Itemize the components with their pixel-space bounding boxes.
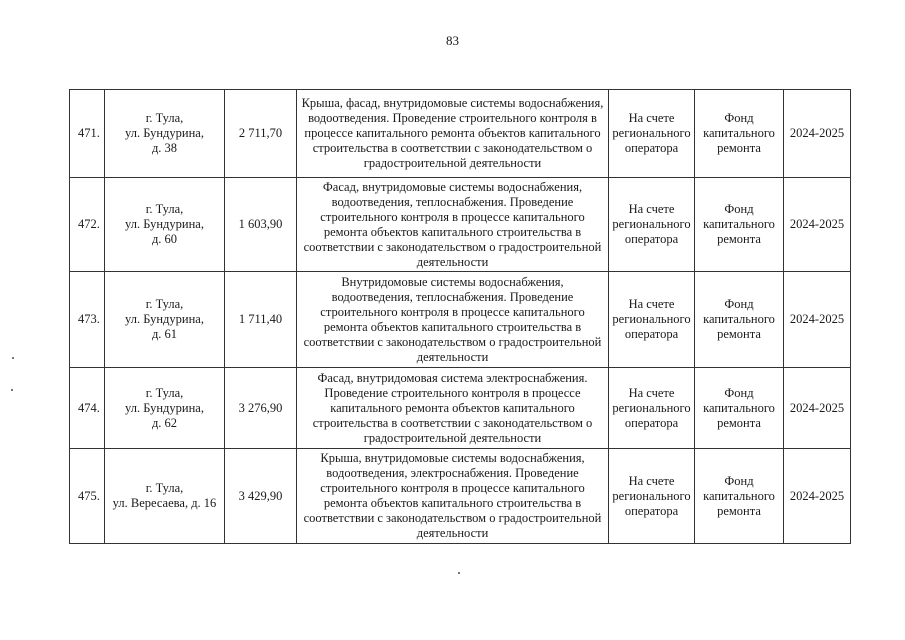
address-cell <box>105 449 225 544</box>
period-cell: 2024-2025 <box>784 272 851 368</box>
fund-cell <box>695 178 784 272</box>
works-line: ремонта объектов капитального строительства в <box>323 224 582 239</box>
cost-cell: 3 276,90 <box>225 368 297 449</box>
account-line: На счете <box>628 297 675 311</box>
address-line: ул. Бундурина, <box>125 126 204 140</box>
fund-line: ремонта <box>717 141 761 155</box>
address-line: д. 38 <box>151 141 178 155</box>
row-number-cell: 475. <box>70 449 105 544</box>
works-cell <box>297 272 609 368</box>
account-line: оператора <box>624 327 679 341</box>
scan-speck <box>458 572 460 574</box>
address-line: г. Тула, <box>145 481 184 495</box>
fund-line: капитального <box>703 126 775 140</box>
account-line: регионального <box>612 217 691 231</box>
works-cell <box>297 368 609 449</box>
account-line: оператора <box>624 232 679 246</box>
account-cell <box>609 368 695 449</box>
account-line: оператора <box>624 415 679 430</box>
address-line: г. Тула, <box>145 111 184 125</box>
account-line: регионального <box>612 126 691 140</box>
works-line: Крыша, фасад, внутридомовые системы водоснабжения, <box>301 96 604 110</box>
account-line: оператора <box>624 141 679 155</box>
works-line: Проведение строительного контроля в процессе <box>324 385 581 400</box>
works-line: Фасад, внутридомовые системы водоснабжения, <box>322 179 583 194</box>
fund-line: Фонд <box>724 385 754 400</box>
address-line: г. Тула, <box>145 385 184 400</box>
cost-cell: 1 603,90 <box>225 178 297 272</box>
account-line: регионального <box>612 312 691 326</box>
works-cell <box>297 178 609 272</box>
fund-line: Фонд <box>724 202 754 216</box>
page-number: 83 <box>446 33 459 48</box>
works-line: градостроительной деятельности <box>363 430 542 445</box>
works-line: соответствии с законодательством о градостроительной <box>303 511 602 525</box>
address-line: г. Тула, <box>145 297 184 311</box>
account-line: На счете <box>628 473 675 488</box>
works-line: ремонта объектов капитального строительства в <box>323 319 582 334</box>
address-line: д. 60 <box>151 232 178 246</box>
works-line: соответствии с законодательством о градостроительной <box>303 239 602 254</box>
address-cell <box>105 272 225 368</box>
works-line: Крыша, внутридомовые системы водоснабжения, <box>320 451 585 465</box>
account-line: На счете <box>628 202 675 216</box>
table-row <box>70 90 851 178</box>
fund-line: ремонта <box>717 232 761 246</box>
works-line: водоотведения, электроснабжения. Проведение <box>326 466 579 480</box>
fund-line: Фонд <box>724 297 754 311</box>
fund-cell <box>695 272 784 368</box>
address-cell <box>105 368 225 449</box>
works-line: строительства в соответствии с законодательством о <box>312 141 593 155</box>
row-number-cell: 473. <box>70 272 105 368</box>
scan-speck <box>12 357 14 359</box>
fund-cell <box>695 90 784 178</box>
account-line: регионального <box>612 400 691 415</box>
works-cell <box>297 449 609 544</box>
account-cell <box>609 90 695 178</box>
fund-line: Фонд <box>724 473 754 488</box>
account-line: На счете <box>628 111 675 125</box>
account-cell <box>609 178 695 272</box>
fund-line: капитального <box>703 488 775 503</box>
works-line: деятельности <box>416 254 489 269</box>
address-line: ул. Бундурина, <box>125 312 204 326</box>
address-line: г. Тула, <box>145 202 184 216</box>
fund-line: ремонта <box>717 503 761 518</box>
works-line: строительного контроля в процессе капитального <box>320 481 585 495</box>
works-line: водоотведения, теплоснабжения. Проведение <box>331 289 574 304</box>
works-line: деятельности <box>416 526 489 540</box>
account-line: регионального <box>612 488 691 503</box>
fund-line: капитального <box>703 312 775 326</box>
row-number-cell: 471. <box>70 90 105 178</box>
period-cell: 2024-2025 <box>784 178 851 272</box>
capital-repair-table <box>69 89 851 544</box>
works-line: деятельности <box>416 349 489 364</box>
fund-line: капитального <box>703 217 775 231</box>
fund-cell <box>695 449 784 544</box>
address-line: д. 61 <box>151 327 178 341</box>
works-line: водоотведения. Проведение строительного контроля в <box>308 111 597 125</box>
account-line: На счете <box>628 385 675 400</box>
table-row <box>70 272 851 368</box>
works-line: Внутридомовые системы водоснабжения, <box>341 274 564 289</box>
account-cell <box>609 272 695 368</box>
address-line: д. 62 <box>151 415 178 430</box>
address-cell <box>105 90 225 178</box>
works-line: строительства в соответствии с законодательством о <box>312 415 593 430</box>
table-row <box>70 178 851 272</box>
scan-speck <box>11 389 13 391</box>
address-line: ул. Бундурина, <box>125 217 204 231</box>
period-cell: 2024-2025 <box>784 449 851 544</box>
works-line: градостроительной деятельности <box>363 156 542 170</box>
works-line: капитального ремонта объектов капитального <box>330 400 575 415</box>
works-cell <box>297 90 609 178</box>
works-line: строительного контроля в процессе капитального <box>320 304 585 319</box>
address-cell <box>105 178 225 272</box>
fund-line: ремонта <box>717 327 761 341</box>
row-number-cell: 474. <box>70 368 105 449</box>
row-number-cell: 472. <box>70 178 105 272</box>
cost-cell: 1 711,40 <box>225 272 297 368</box>
table-row <box>70 449 851 544</box>
works-line: процессе капитального ремонта объектов капитального <box>304 126 601 140</box>
works-line: строительного контроля в процессе капитального <box>320 209 585 224</box>
works-line: соответствии с законодательством о градостроительной <box>303 334 602 349</box>
cost-cell: 2 711,70 <box>225 90 297 178</box>
fund-cell <box>695 368 784 449</box>
period-cell: 2024-2025 <box>784 90 851 178</box>
cost-cell: 3 429,90 <box>225 449 297 544</box>
address-line: ул. Бундурина, <box>125 400 204 415</box>
fund-line: ремонта <box>717 415 761 430</box>
address-line: ул. Вересаева, д. 16 <box>112 496 217 510</box>
table-row <box>70 368 851 449</box>
account-line: оператора <box>624 503 679 518</box>
works-line: водоотведения, теплоснабжения. Проведение <box>331 194 574 209</box>
fund-line: капитального <box>703 400 775 415</box>
works-line: ремонта объектов капитального строительства в <box>323 496 582 510</box>
works-line: Фасад, внутридомовая система электроснабжения. <box>317 370 588 385</box>
account-cell <box>609 449 695 544</box>
period-cell: 2024-2025 <box>784 368 851 449</box>
fund-line: Фонд <box>724 111 754 125</box>
